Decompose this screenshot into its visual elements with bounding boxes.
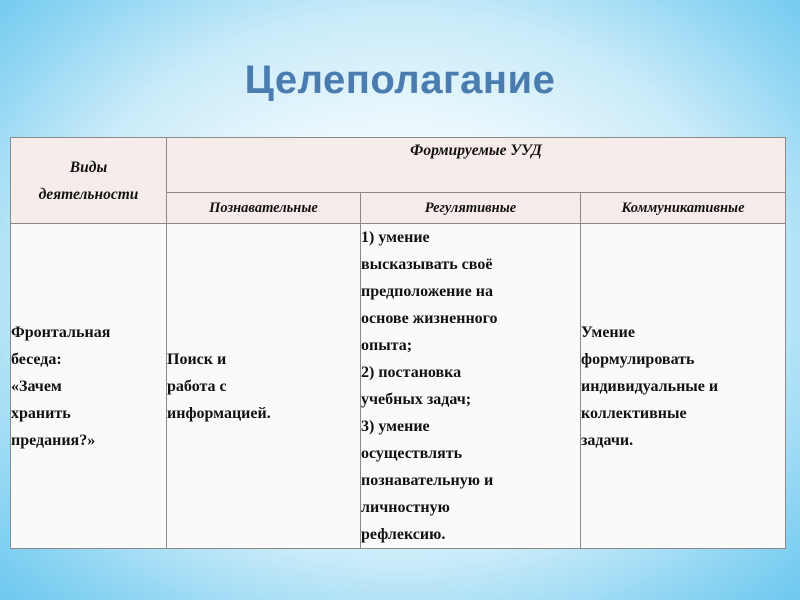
cell-line: беседа:	[11, 350, 62, 368]
cell-line: 3) умение	[361, 418, 430, 435]
header-activity-types	[11, 138, 167, 224]
cell-line: информацией.	[167, 404, 271, 422]
cell-line: коллективные	[581, 404, 687, 422]
cell-line: осуществлять	[361, 445, 463, 462]
cell-line: формулировать	[581, 350, 695, 368]
cell-line: основе жизненного	[361, 310, 498, 327]
cell-line: опыта;	[361, 337, 413, 354]
cell-communicative	[581, 224, 786, 549]
cell-line: познавательную и	[361, 472, 494, 489]
cell-line: 1) умение	[361, 229, 430, 246]
subheader-regulative: Регулятивные	[361, 193, 581, 224]
subheader-cognitive: Познавательные	[167, 193, 361, 224]
cell-line: индивидуальные и	[581, 377, 719, 395]
cell-line: Фронтальная	[11, 323, 111, 341]
cell-line: личностную	[361, 499, 450, 516]
header-formed-uud: Формируемые УУД	[167, 138, 786, 193]
cell-line: высказывать своё	[361, 256, 493, 273]
cell-line: предположение на	[361, 283, 493, 300]
cell-cognitive	[167, 224, 361, 549]
cell-line: предания?»	[11, 431, 96, 449]
cell-line: рефлексию.	[361, 526, 446, 543]
cell-line: задачи.	[581, 431, 634, 449]
cell-line: Умение	[581, 323, 635, 341]
cell-line: учебных задач;	[361, 391, 472, 408]
cell-regulative	[361, 224, 581, 549]
cell-line: 2) постановка	[361, 364, 462, 381]
uud-table	[10, 137, 786, 549]
table-row	[11, 224, 786, 549]
subheader-communicative: Коммуникативные	[581, 193, 786, 224]
cell-activity	[11, 224, 167, 549]
slide-title: Целеполагание	[244, 58, 556, 102]
cell-line: хранить	[11, 404, 71, 422]
cell-line: «Зачем	[11, 377, 62, 395]
header-activity-line: деятельности	[38, 185, 139, 203]
cell-line: работа с	[167, 377, 227, 395]
header-activity-line: Виды	[69, 158, 108, 176]
table-header-row	[11, 138, 786, 193]
cell-line: Поиск и	[167, 350, 227, 368]
